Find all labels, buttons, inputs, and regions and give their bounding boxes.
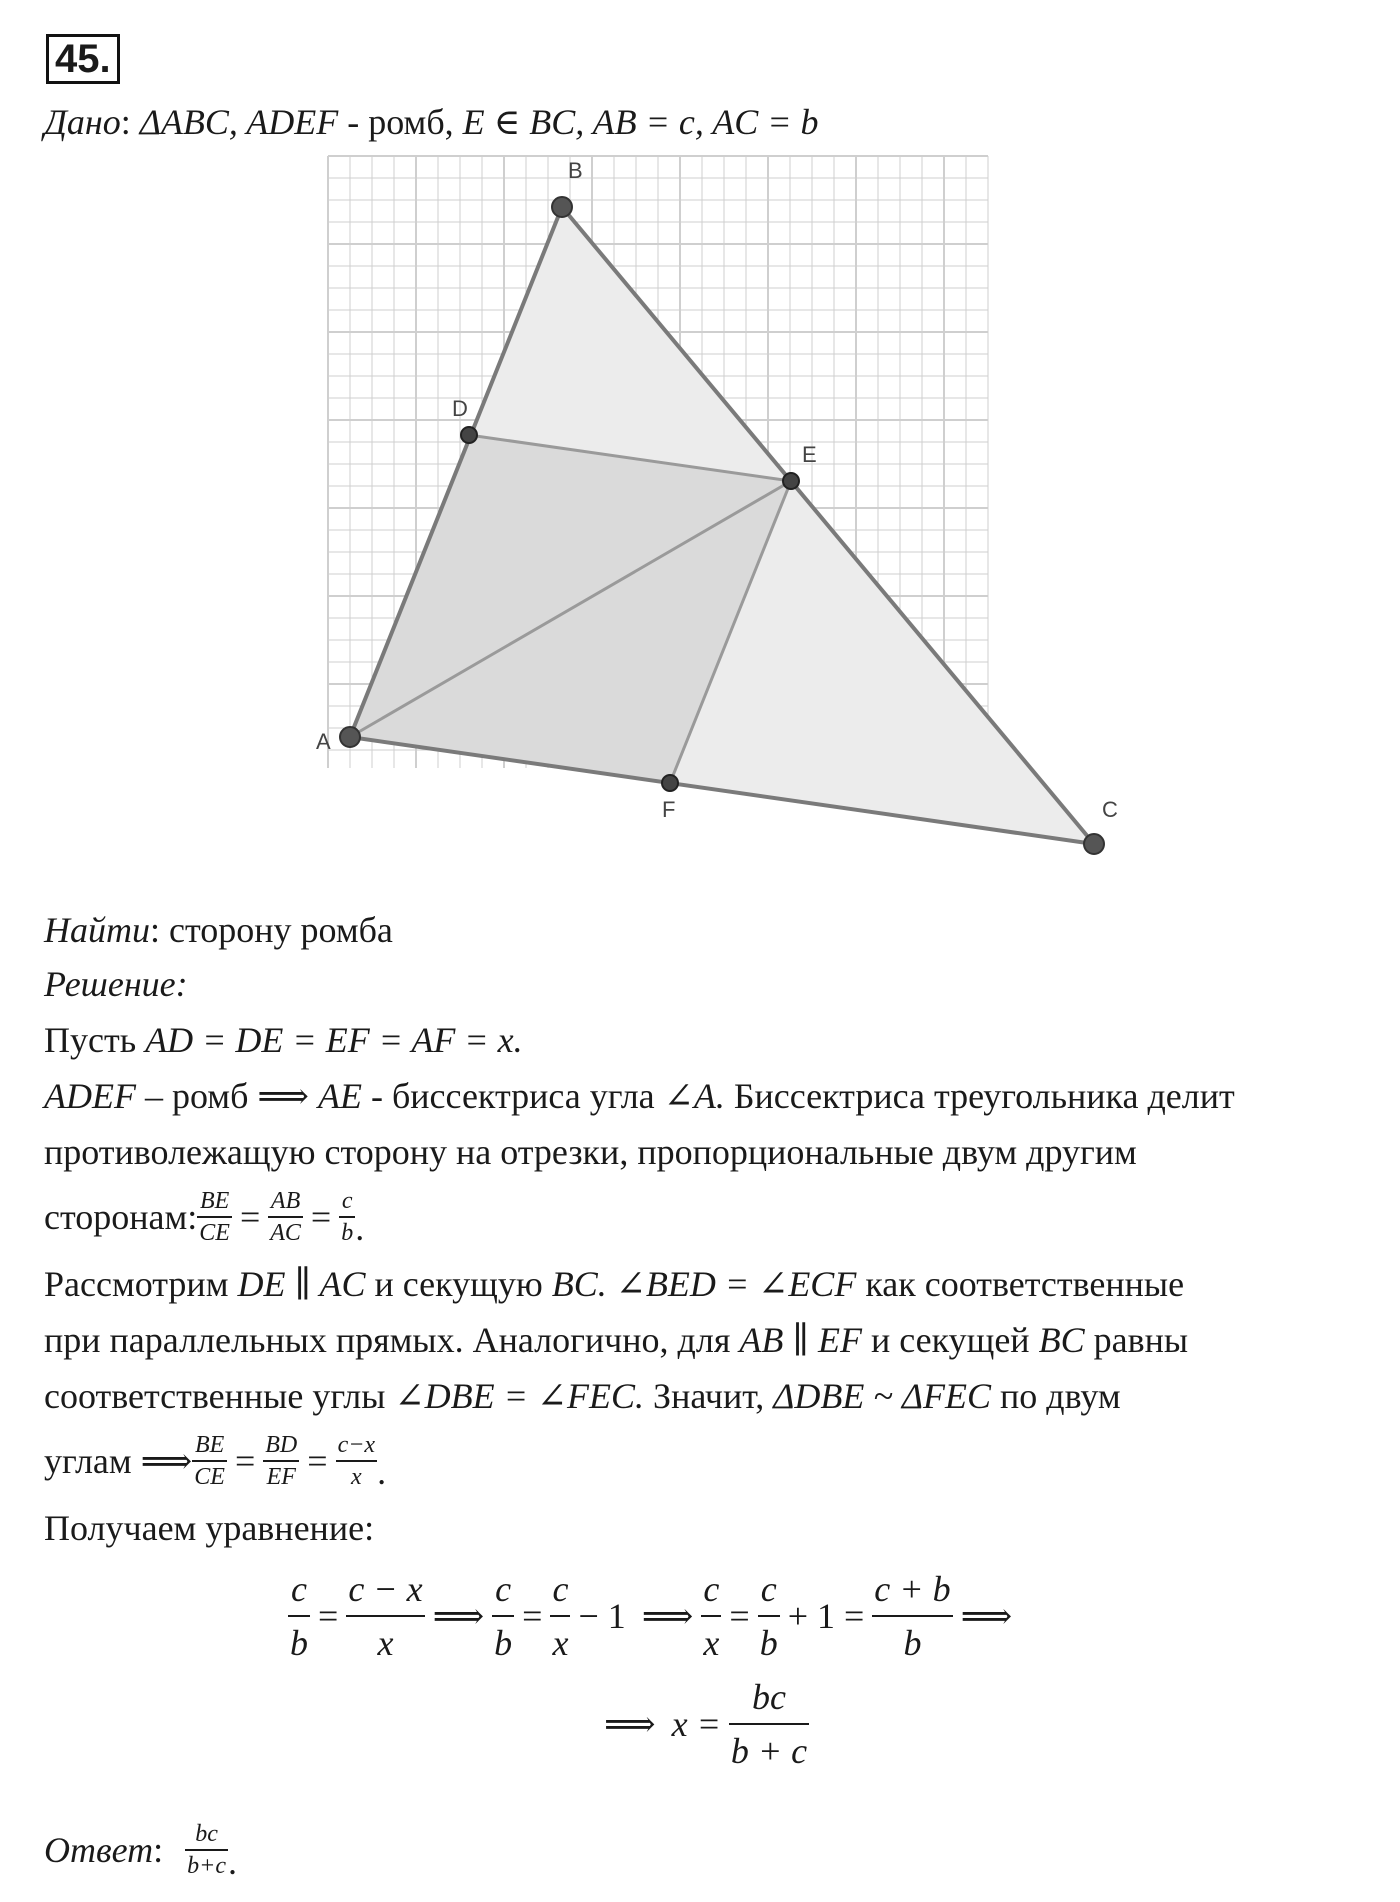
find-text: : сторону ромба xyxy=(150,910,393,950)
given-rhombus-text: - ромб, xyxy=(338,102,463,142)
l2-math-2: AE xyxy=(318,1076,362,1116)
point-a xyxy=(340,727,360,747)
point-d xyxy=(461,427,477,443)
equals-sign: = xyxy=(522,1596,543,1636)
frac-den: x xyxy=(550,1615,570,1669)
label-d: D xyxy=(452,396,468,421)
answer-colon: : xyxy=(153,1830,164,1870)
frac-num: c xyxy=(552,1569,569,1609)
fraction-ab-ac xyxy=(268,1186,303,1248)
point-e xyxy=(783,473,799,489)
label-b: B xyxy=(568,158,583,183)
l5-text-1: Рассмотрим xyxy=(44,1264,238,1304)
frac-den: EF xyxy=(263,1460,299,1492)
frac-den: b xyxy=(872,1615,952,1669)
l6-text-2: и секущей xyxy=(861,1320,1039,1360)
l1-text: Пусть xyxy=(44,1020,146,1060)
frac-den: b xyxy=(288,1615,310,1669)
l6-math-1: AB ∥ EF xyxy=(739,1320,862,1360)
frac-den: b xyxy=(339,1216,355,1248)
frac-den: b+c xyxy=(185,1849,228,1881)
frac-num: c + b xyxy=(874,1569,951,1609)
plus-one: + 1 = xyxy=(787,1596,865,1636)
solution-line-6 xyxy=(44,1312,1188,1368)
eq-frac-cmx-x xyxy=(346,1563,424,1669)
frac-den: x xyxy=(701,1615,721,1669)
frac-den: b xyxy=(758,1615,780,1669)
l1-math: AD = DE = EF = AF = x. xyxy=(145,1020,523,1060)
period: . xyxy=(355,1208,365,1248)
fraction-be-ce-2 xyxy=(192,1430,227,1492)
implies-arrow: ⟹ xyxy=(604,1704,656,1744)
solution-line-1 xyxy=(44,1012,523,1068)
l2-text-2: - биссектриса угла xyxy=(361,1076,664,1116)
eq-frac-c-b-3 xyxy=(758,1563,780,1669)
solution-line-2 xyxy=(44,1068,1235,1124)
l7-text-1: соответственные углы xyxy=(44,1376,395,1416)
find-line xyxy=(44,902,393,958)
implies-arrow: ⟹ xyxy=(960,1596,1013,1636)
given-line xyxy=(44,94,819,150)
find-label: Найти xyxy=(44,910,150,950)
frac-num: BE xyxy=(199,1188,230,1214)
l6-text-1: при параллельных прямых. Аналогично, для xyxy=(44,1320,740,1360)
point-f xyxy=(662,775,678,791)
answer-fraction xyxy=(185,1819,228,1881)
point-c xyxy=(1084,834,1104,854)
answer-line xyxy=(44,1810,237,1890)
minus-one: − 1 xyxy=(578,1596,626,1636)
fraction-bd-ef xyxy=(263,1430,299,1492)
frac-den: b + c xyxy=(729,1723,809,1777)
l4-text: сторонам: xyxy=(44,1197,198,1237)
eq-frac-c-x-2 xyxy=(701,1563,721,1669)
l5-math-1: DE ∥ AC xyxy=(237,1264,366,1304)
solution-line-4 xyxy=(44,1178,364,1256)
eq-frac-bc-bpc xyxy=(729,1671,809,1777)
implies-arrow: ⟹ xyxy=(641,1596,694,1636)
eq-frac-c-b-2 xyxy=(492,1563,514,1669)
frac-num: c xyxy=(341,1188,353,1214)
frac-num: c−x xyxy=(337,1432,376,1458)
frac-num: AB xyxy=(270,1188,301,1214)
l5-math-2: BC. ∠BED = ∠ECF xyxy=(551,1264,857,1304)
implies-arrow: ⟹ xyxy=(432,1596,485,1636)
solution-label: Решение: xyxy=(44,964,188,1004)
label-c: C xyxy=(1102,797,1118,822)
eq-frac-cpb-b xyxy=(872,1563,952,1669)
given-math-triangle: ΔABC, ADEF xyxy=(139,102,339,142)
l8-text: углам ⟹ xyxy=(44,1441,193,1481)
equals-sign: = xyxy=(307,1441,328,1481)
point-b xyxy=(552,197,572,217)
label-e: E xyxy=(802,442,817,467)
problem-number: 45. xyxy=(46,34,120,84)
l5-text-2: и секущую xyxy=(365,1264,552,1304)
l2-text-1: – ромб ⟹ xyxy=(135,1076,318,1116)
given-math-conditions: E ∈ BC, AB = c, AC = b xyxy=(462,102,819,142)
label-a: A xyxy=(316,729,331,754)
equals-sign: = xyxy=(318,1596,339,1636)
eq-frac-c-b xyxy=(288,1563,310,1669)
frac-num: c − x xyxy=(348,1569,423,1609)
given-label: Дано xyxy=(44,102,121,142)
l7-math-1: ∠DBE = ∠FEC. xyxy=(394,1376,645,1416)
solution-line-3: противолежащую сторону на отрезки, пропорциональные двум другим xyxy=(44,1132,1137,1172)
frac-num: bc xyxy=(195,1821,218,1847)
l2-math-3: ∠A. xyxy=(663,1076,725,1116)
frac-num: BD xyxy=(265,1432,298,1458)
l6-text-3: равны xyxy=(1084,1320,1189,1360)
l2-math-1: ADEF xyxy=(44,1076,136,1116)
given-colon: : xyxy=(120,102,131,142)
frac-den: x xyxy=(346,1615,424,1669)
frac-den: AC xyxy=(268,1216,303,1248)
answer-label: Ответ xyxy=(44,1830,154,1870)
equation-row-1 xyxy=(288,1560,1020,1672)
equals-sign: = xyxy=(239,1197,261,1237)
equals-sign: = xyxy=(310,1197,332,1237)
solution-line-9: Получаем уравнение: xyxy=(44,1508,375,1548)
frac-num: c xyxy=(495,1569,512,1609)
solution-line-8 xyxy=(44,1422,386,1500)
frac-den: CE xyxy=(197,1216,232,1248)
frac-den: b xyxy=(492,1615,514,1669)
frac-den: x xyxy=(336,1460,378,1492)
fraction-cmx-x xyxy=(336,1430,378,1492)
l2-text-3: Биссектриса треугольника делит xyxy=(724,1076,1235,1116)
l5-text-3: как соответственные xyxy=(856,1264,1185,1304)
equation-row-2 xyxy=(596,1668,809,1780)
solution-line-7 xyxy=(44,1368,1121,1424)
equals-sign: = xyxy=(729,1596,750,1636)
fraction-c-b xyxy=(339,1186,355,1248)
l6-math-2: BC xyxy=(1038,1320,1085,1360)
frac-num: bc xyxy=(752,1677,787,1717)
triangle-rhombus-diagram xyxy=(282,150,1142,890)
l7-text-3: по двум xyxy=(990,1376,1121,1416)
equals-sign: = xyxy=(234,1441,256,1481)
fraction-be-ce xyxy=(197,1186,232,1248)
solution-line-5 xyxy=(44,1256,1184,1312)
frac-num: BE xyxy=(194,1432,225,1458)
l7-math-2: ΔDBE ~ ΔFEC xyxy=(773,1376,991,1416)
frac-den: CE xyxy=(192,1460,227,1492)
label-f: F xyxy=(662,797,676,822)
l7-text-2: Значит, xyxy=(644,1376,774,1416)
eq-frac-c-x xyxy=(550,1563,570,1669)
frac-num: c xyxy=(760,1569,777,1609)
period: . xyxy=(228,1842,237,1882)
frac-num: c xyxy=(291,1569,307,1609)
frac-num: c xyxy=(703,1569,720,1609)
x-equals: x = xyxy=(671,1704,721,1744)
period: . xyxy=(377,1452,387,1492)
